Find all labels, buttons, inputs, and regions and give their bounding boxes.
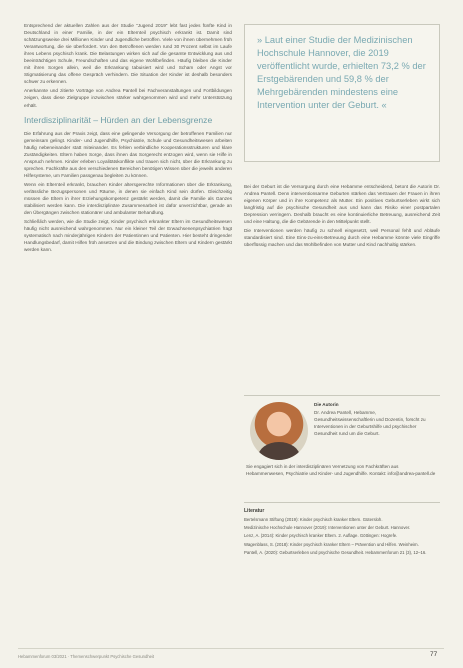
author-box — [244, 395, 440, 503]
literature-heading: Literatur — [244, 508, 265, 514]
section-paragraph-3: Schließlich werden, wie die Studie zeigt, Kinder psychisch erkrankter Eltern im Gesundheitswesen häufig nicht ausreichend wahrgenommen. Nur ein kleiner Teil der Erwachsenenpsychiatrien fragt systematisch nach minderjährigen Kindern der Patientinnen und Patienten. Hier besteht dringender Handlungsbedarf, damit Hilfen früh ansetzen und die Bindung zwischen Eltern und Kindern gestärkt werden kann. — [24, 219, 232, 253]
intro-paragraph-2: Anerkannte und zitierte Vorträge von Andrea Pantell bei Fachveranstaltungen und Fortbildungen zeigen, dass diese Zielgruppe inzwischen stärker wahrgenommen wird und mehr Unterstützung erhält. — [24, 88, 232, 108]
literature-section — [244, 508, 440, 558]
author-bio-more: Sie engagiert sich in der interdisziplinären Vernetzung von Fachkräften aus Hebammenwesen, Psychiatrie und Kinder- und Jugendhilfe. Kontakt: info@andrea-pantell.de — [246, 464, 436, 476]
author-bio: Dr. Andrea Pantell, Hebamme, Gesundheitswissenschaftlerin und Dozentin, forscht zu Interventionen in der Geburtshilfe und psychischer Gesundheit rund um die Geburt. — [314, 410, 426, 436]
page-number: 77 — [430, 651, 438, 658]
author-photo — [250, 402, 308, 460]
literature-entry: Medizinische Hochschule Hannover (2019): Interventionen unter der Geburt. Hannover. — [244, 525, 411, 531]
author-label: Die Autorin — [314, 402, 339, 407]
footer-divider — [18, 648, 444, 649]
footer-text: Hebammenforum 03/2021 · Themenschwerpunkt Psychische Gesundheit — [18, 654, 155, 659]
literature-entry: Pantell, A. (2020): Geburtserleben und psychische Gesundheit. Hebammenforum 21 (3), 12–16. — [244, 549, 427, 555]
right-paragraph-1: Bei der Geburt ist die Versorgung durch eine Hebamme entscheidend, betont die Autorin Dr. Andrea Pantell. Denn interventionsarme Geburten stärken das Vertrauen der Frauen in ihren eigenen Körper und in ihre Kompetenz als Mutter. Ein positives Geburtserleben wirkt sich langfristig auf die psychische Gesundheit aus und kann das Risiko einer postpartalen Depression verringern. Deshalb braucht es eine kontinuierliche Betreuung, ausreichend Zeit und eine Haltung, die die Gebärende in den Mittelpunkt stellt. — [244, 184, 440, 225]
right-column — [244, 183, 440, 248]
section-heading: Interdisziplinarität – Hürden an der Lebensgrenze — [24, 114, 213, 125]
literature-entry: Wagenblass, S. (2018): Kinder psychisch kranker Eltern – Prävention und Hilfen. Weinheim. — [244, 541, 419, 547]
intro-paragraph-1: Entsprechend der aktuellen Zahlen aus der Studie "Jugend 2019" lebt fast jedes fünfte Kind in Deutschland in einer Familie, in der ein Elternteil psychisch erkrankt ist. Damit sind schätzungsweise drei Millionen Kinder und Jugendliche betroffen. Viele von ihnen übernehmen früh Verantwortung, die sie überfordert. Von den Betroffenen werden rund 30 Prozent selbst im Laufe ihres Lebens psychisch krank. Die Belastungen wirken sich auf die gesamte Entwicklung aus und beeinträchtigen Schule, Freundschaften und das eigene Wohlbefinden. Häufig bleiben die Kinder mit ihren Sorgen allein, weil die Erkrankung tabuisiert wird und Scham oder Angst vor Stigmatisierung das offene Gespräch verhindern. Die Situation der Kinder ist deshalb besonders schwer zu erkennen. — [24, 23, 232, 85]
literature-entry: Lenz, A. (2014): Kinder psychisch kranker Eltern. 2. Auflage. Göttingen: Hogrefe. — [244, 533, 398, 539]
section-paragraph-2: Wenn ein Elternteil erkrankt, brauchen Kinder altersgerechte Informationen über die Erkrankung, verlässliche Bezugspersonen und Räume, in denen sie einfach Kind sein dürfen. Gleichzeitig müssen die Eltern in ihrer Erziehungskompetenz gestärkt werden, damit die Familie als Ganzes stabilisiert werden kann. Die interdisziplinäre Zusammenarbeit ist dafür unverzichtbar, gerade an den Übergängen zwischen stationärer und ambulanter Behandlung. — [24, 181, 232, 216]
section-paragraph-1: Die Erfahrung aus der Praxis zeigt, dass eine gelingende Versorgung der betroffenen Familien nur gemeinsam gelingt. Kinder- und Jugendhilfe, Psychiatrie, Schule und Gesundheitswesen arbeiten häufig nebeneinander statt miteinander. Es fehlen verbindliche Kooperationsstrukturen und klare Zuständigkeiten. Eltern haben Sorge, dass ihnen das Sorgerecht entzogen wird, wenn sie Hilfe in Anspruch nehmen. Kinder erleben Loyalitätskonflikte und trauen sich nicht, über die Erkrankung zu sprechen. Fachkräfte aus den verschiedenen Bereichen benötigen Wissen über die jeweils anderen Hilfesysteme, um Familien passgenau begleiten zu können. — [24, 130, 232, 178]
left-column — [24, 22, 232, 253]
right-paragraph-2: Die Interventionen werden häufig zu schnell eingesetzt, weil Personal fehlt und Abläufe standardisiert sind. Eine Eins-zu-eins-Betreuung durch eine Hebamme könnte viele Eingriffe überflüssig machen und das Wohlbefinden von Mutter und Kind nachhaltig stärken. — [244, 228, 440, 248]
literature-entry: Bertelsmann Stiftung (2019): Kinder psychisch kranker Eltern. Gütersloh. — [244, 517, 383, 522]
pull-quote-box — [244, 24, 440, 162]
pull-quote-text: » Laut einer Studie der Medizinischen Hochschule Hannover, die 2019 veröffentlicht wurde, erhielten 73,2 % der Erstgebärenden und 59,8 % der Mehrgebärenden mindestens eine Intervention unter der Geburt. « — [257, 35, 426, 111]
